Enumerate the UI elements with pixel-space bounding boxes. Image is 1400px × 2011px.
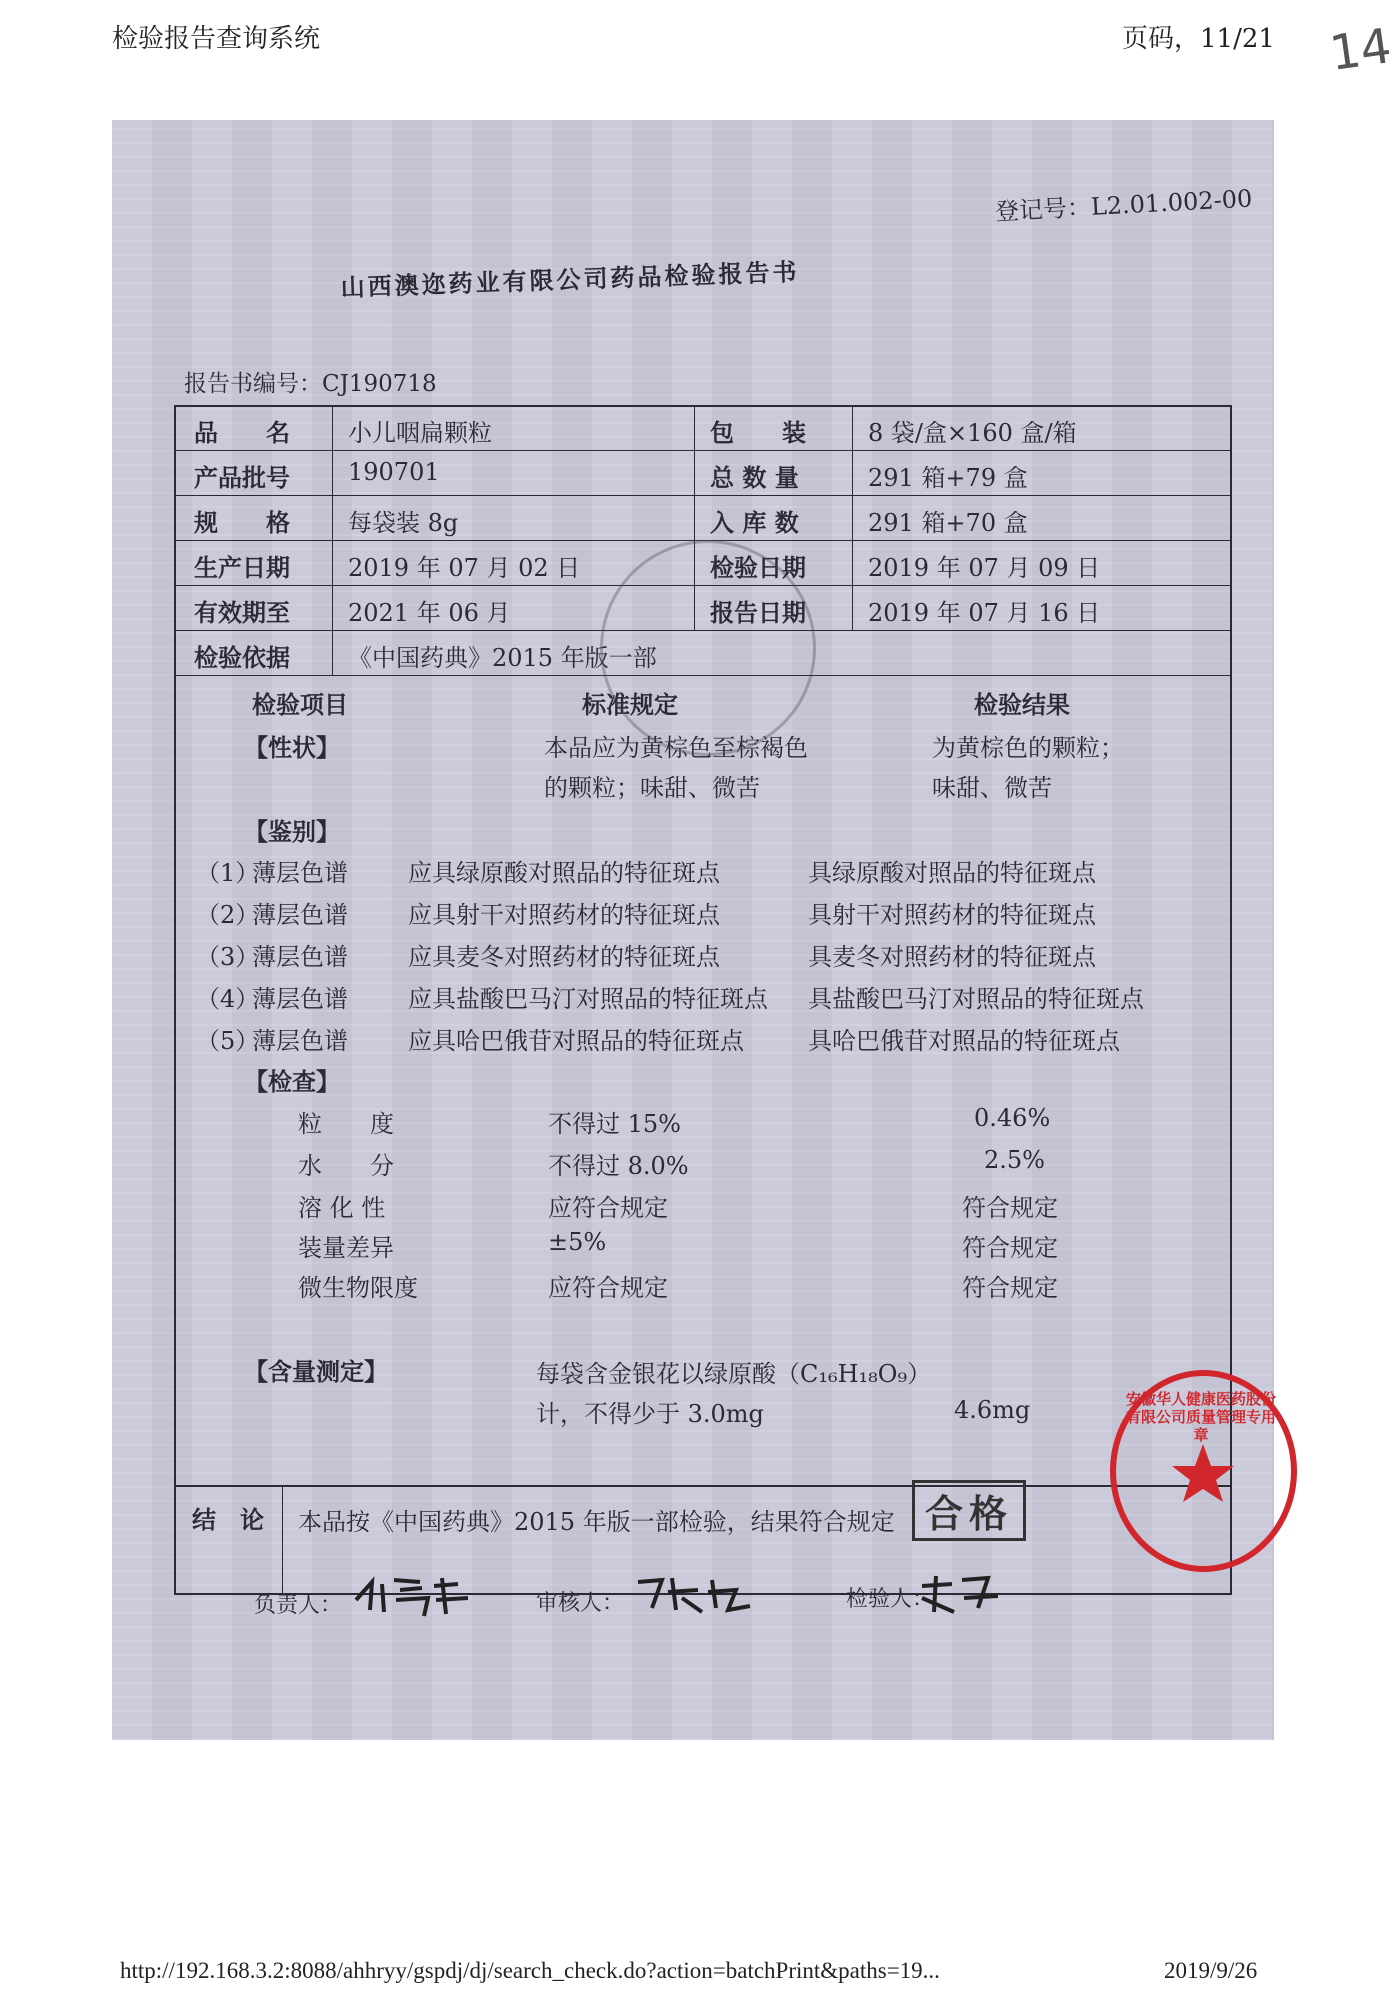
jiancha-item: 水 分 — [298, 1152, 394, 1180]
label-mfg-date: 生产日期 — [194, 553, 290, 582]
jianbie-no: （1） — [196, 859, 260, 887]
col-standard-heading: 标准规定 — [582, 690, 678, 719]
col-result-heading: 检验结果 — [974, 690, 1070, 719]
report-title: 山西澳迩药业有限公司药品检验报告书 — [340, 256, 800, 302]
xingzhuang-res-2: 味甜、微苦 — [932, 774, 1052, 802]
value-product-name: 小儿咽扁颗粒 — [348, 419, 492, 447]
jianbie-no: （3） — [196, 943, 260, 971]
jianbie-std: 应具盐酸巴马汀对照品的特征斑点 — [408, 985, 768, 1013]
print-header-page: 页码，11/21 — [1122, 24, 1275, 54]
company-seal-faint — [600, 540, 816, 756]
value-stock: 291 箱+70 盒 — [868, 509, 1028, 537]
print-footer-date: 2019/9/26 — [1164, 1958, 1258, 1983]
section-jiancha: 【检查】 — [244, 1067, 340, 1096]
jiancha-item: 微生物限度 — [298, 1274, 418, 1302]
label-total: 总 数 量 — [710, 463, 799, 492]
xingzhuang-std-2: 的颗粒；味甜、微苦 — [544, 774, 760, 802]
section-jianbie: 【鉴别】 — [244, 817, 340, 846]
jianbie-res: 具哈巴俄苷对照品的特征斑点 — [808, 1027, 1120, 1055]
sign-reviewer-label: 审核人： — [536, 1591, 625, 1616]
jianbie-no: （4） — [196, 985, 260, 1013]
jiancha-res: 符合规定 — [962, 1194, 1058, 1222]
xingzhuang-std-1: 本品应为黄棕色至棕褐色 — [544, 734, 808, 762]
jiancha-item: 装量差异 — [298, 1234, 394, 1262]
quality-seal-red — [1110, 1370, 1297, 1572]
label-basis: 检验依据 — [194, 643, 290, 672]
jiancha-res: 0.46% — [974, 1104, 1051, 1132]
jiancha-std: 应符合规定 — [548, 1274, 668, 1302]
jiancha-std: 不得过 8.0% — [548, 1152, 689, 1180]
conclusion-label: 结 论 — [192, 1505, 264, 1534]
jianbie-std: 应具绿原酸对照品的特征斑点 — [408, 859, 720, 887]
report-number: 报告书编号：CJ190718 — [184, 371, 437, 397]
registration-number: 登记号：L2.01.002-00 — [994, 184, 1253, 226]
xingzhuang-res-1: 为黄棕色的颗粒； — [932, 734, 1124, 762]
sign-inspector-label: 检验人： — [846, 1587, 935, 1612]
scanned-report — [112, 120, 1277, 1740]
value-expiry: 2021 年 06 月 — [348, 599, 511, 627]
handwritten-page-number: 14 — [1326, 18, 1395, 82]
value-mfg-date: 2019 年 07 月 02 日 — [348, 554, 581, 582]
signature-inspector — [918, 1568, 1008, 1618]
seal-text: 安徽华人健康医药股份有限公司质量管理专用章 — [1126, 1390, 1277, 1444]
jiancha-std: 不得过 15% — [548, 1110, 681, 1138]
signature-reviewer — [632, 1568, 762, 1618]
label-test-date: 检验日期 — [710, 553, 806, 582]
jiancha-res: 符合规定 — [962, 1274, 1058, 1302]
label-packaging: 包 装 — [710, 418, 806, 447]
value-packaging: 8 袋/盒×160 盒/箱 — [868, 419, 1077, 447]
section-xingzhuang: 【性状】 — [244, 733, 340, 762]
section-hanliang: 【含量测定】 — [244, 1357, 388, 1386]
pass-stamp: 合格 — [912, 1480, 1026, 1541]
value-report-date: 2019 年 07 月 16 日 — [868, 599, 1101, 627]
label-report-date: 报告日期 — [710, 598, 806, 627]
jianbie-item: 薄层色谱 — [252, 985, 348, 1013]
jianbie-item: 薄层色谱 — [252, 901, 348, 929]
value-test-date: 2019 年 07 月 09 日 — [868, 554, 1101, 582]
jiancha-res: 符合规定 — [962, 1234, 1058, 1262]
jianbie-std: 应具哈巴俄苷对照品的特征斑点 — [408, 1027, 744, 1055]
jiancha-item: 粒 度 — [298, 1110, 394, 1138]
conclusion-text: 本品按《中国药典》2015 年版一部检验，结果符合规定 — [298, 1508, 895, 1536]
jianbie-std: 应具射干对照药材的特征斑点 — [408, 901, 720, 929]
label-expiry: 有效期至 — [194, 598, 290, 627]
label-stock: 入 库 数 — [710, 508, 799, 537]
print-footer-url: http://192.168.3.2:8088/ahhryy/gspdj/dj/search_check.do?action=batchPrint&paths=19... — [120, 1958, 940, 1983]
value-basis: 《中国药典》2015 年版一部 — [348, 644, 657, 672]
hanliang-std-1: 每袋含金银花以绿原酸（C₁₆H₁₈O₉） — [536, 1360, 932, 1388]
jianbie-std: 应具麦冬对照药材的特征斑点 — [408, 943, 720, 971]
jianbie-res: 具麦冬对照药材的特征斑点 — [808, 943, 1096, 971]
jianbie-res: 具盐酸巴马汀对照品的特征斑点 — [808, 985, 1144, 1013]
jiancha-std: ±5% — [548, 1228, 607, 1256]
value-total: 291 箱+79 盒 — [868, 464, 1028, 492]
value-batch: 190701 — [348, 458, 440, 486]
jianbie-item: 薄层色谱 — [252, 1027, 348, 1055]
col-item-heading: 检验项目 — [252, 690, 348, 719]
hanliang-res: 4.6mg — [954, 1396, 1031, 1424]
value-spec: 每袋装 8g — [348, 509, 459, 537]
label-batch: 产品批号 — [194, 463, 290, 492]
jiancha-item: 溶 化 性 — [298, 1194, 386, 1222]
jiancha-std: 应符合规定 — [548, 1194, 668, 1222]
jianbie-item: 薄层色谱 — [252, 859, 348, 887]
jianbie-no: （5） — [196, 1027, 260, 1055]
jianbie-res: 具绿原酸对照品的特征斑点 — [808, 859, 1096, 887]
print-header-title: 检验报告查询系统 — [112, 24, 321, 54]
jiancha-res: 2.5% — [984, 1146, 1045, 1174]
label-spec: 规 格 — [194, 508, 290, 537]
signature-responsible — [350, 1570, 480, 1620]
jianbie-item: 薄层色谱 — [252, 943, 348, 971]
sign-responsible-label: 负责人： — [254, 1593, 343, 1618]
jianbie-no: （2） — [196, 901, 260, 929]
hanliang-std-2: 计，不得少于 3.0mg — [536, 1400, 764, 1428]
label-product-name: 品 名 — [194, 418, 290, 447]
jianbie-res: 具射干对照药材的特征斑点 — [808, 901, 1096, 929]
